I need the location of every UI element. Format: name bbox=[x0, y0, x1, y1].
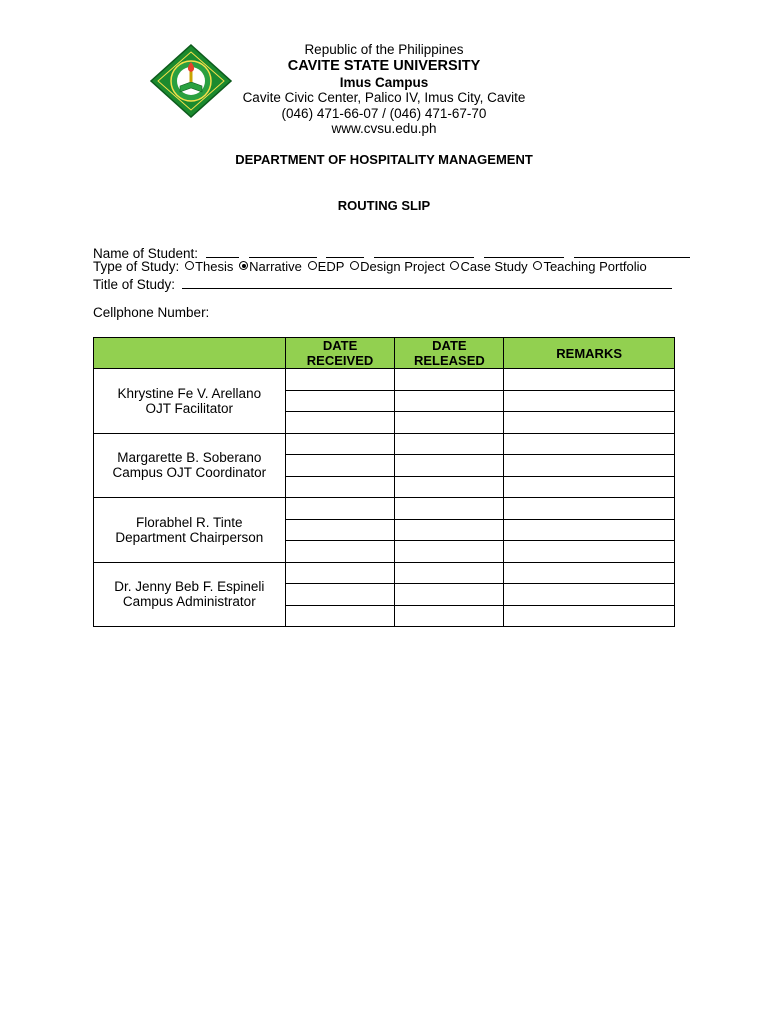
study-title-blank[interactable] bbox=[182, 275, 672, 289]
date-released-cell[interactable] bbox=[395, 562, 504, 584]
campus-name: Imus Campus bbox=[339, 74, 429, 90]
date-released-cell[interactable] bbox=[395, 433, 504, 455]
date-received-cell[interactable] bbox=[285, 498, 395, 520]
date-received-cell[interactable] bbox=[285, 519, 395, 541]
date-released-cell[interactable] bbox=[395, 498, 504, 520]
signatory-role: Department Chairperson bbox=[115, 529, 264, 545]
date-received-cell[interactable] bbox=[285, 390, 395, 412]
date-released-cell[interactable] bbox=[395, 519, 504, 541]
header-blank bbox=[94, 338, 286, 369]
study-title-label: Title of Study: bbox=[93, 277, 176, 292]
header-date-received: DATE RECEIVED bbox=[285, 338, 395, 369]
date-released-cell[interactable] bbox=[395, 584, 504, 606]
signatory-cell bbox=[94, 562, 286, 627]
country-line: Republic of the Philippines bbox=[304, 42, 464, 57]
phone-line: (046) 471-66-07 / (046) 471-67-70 bbox=[281, 105, 487, 121]
radio-selected-icon[interactable] bbox=[239, 261, 248, 270]
cellphone-label: Cellphone Number: bbox=[93, 305, 210, 320]
signatory-cell bbox=[94, 433, 286, 498]
date-received-cell[interactable] bbox=[285, 584, 395, 606]
signatory-role: Campus Administrator bbox=[122, 594, 256, 610]
name-blank[interactable] bbox=[249, 244, 317, 258]
letterhead bbox=[220, 42, 548, 137]
routing-table bbox=[93, 337, 675, 627]
cellphone-row bbox=[93, 305, 209, 320]
study-type-thesis[interactable]: Thesis bbox=[183, 259, 233, 274]
study-title-row bbox=[93, 275, 672, 292]
radio-icon[interactable] bbox=[450, 261, 459, 270]
student-name-label: Name of Student: bbox=[93, 246, 199, 261]
remarks-cell[interactable] bbox=[504, 433, 675, 455]
date-received-cell[interactable] bbox=[285, 455, 395, 477]
department-title: DEPARTMENT OF HOSPITALITY MANAGEMENT bbox=[235, 152, 533, 167]
name-blank[interactable] bbox=[374, 244, 474, 258]
signatory-name: Dr. Jenny Beb F. Espineli bbox=[114, 579, 265, 595]
radio-icon[interactable] bbox=[350, 261, 359, 270]
university-name: CAVITE STATE UNIVERSITY bbox=[287, 57, 481, 74]
date-released-cell[interactable] bbox=[395, 476, 504, 498]
form-title: ROUTING SLIP bbox=[337, 198, 431, 213]
date-released-cell[interactable] bbox=[395, 455, 504, 477]
study-type-edp[interactable]: EDP bbox=[306, 259, 345, 274]
date-received-cell[interactable] bbox=[285, 476, 395, 498]
date-received-cell[interactable] bbox=[285, 605, 395, 627]
date-received-cell[interactable] bbox=[285, 433, 395, 455]
header-date-released: DATE RELEASED bbox=[395, 338, 504, 369]
table-row bbox=[94, 498, 675, 520]
date-released-cell[interactable] bbox=[395, 412, 504, 434]
study-type-case-study[interactable]: Case Study bbox=[448, 259, 527, 274]
radio-icon[interactable] bbox=[533, 261, 542, 270]
date-received-cell[interactable] bbox=[285, 369, 395, 391]
study-type-narrative[interactable]: Narrative bbox=[237, 259, 302, 274]
table-row bbox=[94, 562, 675, 584]
radio-icon[interactable] bbox=[308, 261, 317, 270]
signatory-name: Khrystine Fe V. Arellano bbox=[117, 385, 262, 401]
study-type-label: Type of Study: bbox=[93, 259, 180, 274]
remarks-cell[interactable] bbox=[504, 369, 675, 391]
date-received-cell[interactable] bbox=[285, 412, 395, 434]
name-blank[interactable] bbox=[574, 244, 690, 258]
radio-icon[interactable] bbox=[185, 261, 194, 270]
signatory-role: Campus OJT Coordinator bbox=[112, 465, 267, 481]
remarks-cell[interactable] bbox=[504, 541, 675, 563]
signatory-name: Florabhel R. Tinte bbox=[136, 514, 243, 530]
date-released-cell[interactable] bbox=[395, 390, 504, 412]
signatory-cell bbox=[94, 498, 286, 563]
study-type-row bbox=[93, 259, 647, 274]
remarks-cell[interactable] bbox=[504, 412, 675, 434]
remarks-cell[interactable] bbox=[504, 498, 675, 520]
remarks-cell[interactable] bbox=[504, 455, 675, 477]
name-blank[interactable] bbox=[206, 244, 239, 258]
remarks-cell[interactable] bbox=[504, 390, 675, 412]
date-received-cell[interactable] bbox=[285, 562, 395, 584]
remarks-cell[interactable] bbox=[504, 562, 675, 584]
header-remarks: REMARKS bbox=[504, 338, 675, 369]
date-received-cell[interactable] bbox=[285, 541, 395, 563]
study-type-teaching-portfolio[interactable]: Teaching Portfolio bbox=[531, 259, 646, 274]
date-released-cell[interactable] bbox=[395, 369, 504, 391]
signatory-name: Margarette B. Soberano bbox=[117, 450, 262, 466]
remarks-cell[interactable] bbox=[504, 584, 675, 606]
signatory-cell bbox=[94, 369, 286, 434]
date-released-cell[interactable] bbox=[395, 541, 504, 563]
date-released-cell[interactable] bbox=[395, 605, 504, 627]
address-line: Cavite Civic Center, Palico IV, Imus City, Cavite bbox=[242, 90, 526, 105]
study-type-design-project[interactable]: Design Project bbox=[348, 259, 445, 274]
name-blank[interactable] bbox=[326, 244, 364, 258]
remarks-cell[interactable] bbox=[504, 519, 675, 541]
website-line: www.cvsu.edu.ph bbox=[331, 121, 437, 136]
name-blank[interactable] bbox=[484, 244, 564, 258]
table-header-row bbox=[94, 338, 675, 369]
table-row bbox=[94, 433, 675, 455]
remarks-cell[interactable] bbox=[504, 605, 675, 627]
signatory-role: OJT Facilitator bbox=[145, 400, 234, 416]
remarks-cell[interactable] bbox=[504, 476, 675, 498]
table-row bbox=[94, 369, 675, 391]
